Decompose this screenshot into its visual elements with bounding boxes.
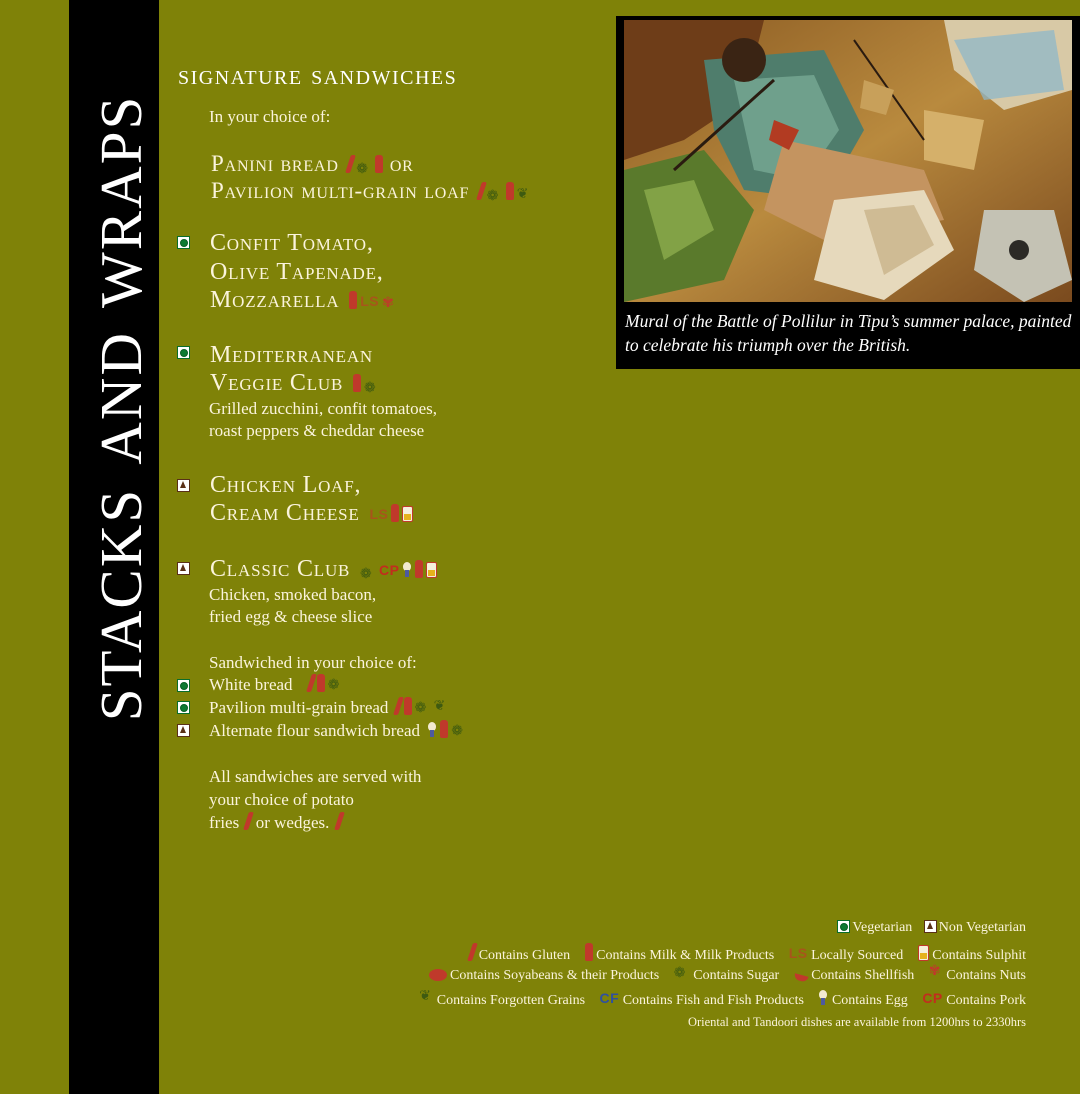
item-name-line: Veggie Club	[210, 370, 344, 396]
sugar-icon	[356, 159, 372, 173]
bread-choice-label: Pavilion multi-grain bread	[209, 698, 389, 717]
grain-icon	[434, 699, 448, 715]
bread-option-multigrain-label: Pavilion multi-grain loaf	[211, 178, 470, 203]
milk-icon	[391, 504, 399, 522]
section-title: signature sandwiches	[178, 60, 458, 91]
side-title: stacks and wraps	[67, 94, 160, 722]
milk-icon	[585, 943, 593, 961]
legend-pork: Contains Pork	[946, 993, 1026, 1008]
item-name-last-line	[210, 555, 437, 584]
mural-image	[624, 20, 1072, 302]
legend-soya: Contains Soyabeans & their Products	[450, 968, 660, 983]
nonveg-badge	[177, 562, 190, 575]
bread-option-multigrain	[211, 177, 531, 205]
item-name-line: Olive Tapenade,	[210, 259, 384, 285]
item-description: fried egg & cheese slice	[209, 607, 373, 626]
sugar-icon	[328, 678, 344, 692]
bread-choice-label: Alternate flour sandwich bread	[209, 721, 420, 740]
wedges-label: or wedges.	[255, 813, 330, 832]
gluten-icon	[393, 697, 404, 715]
milk-icon	[375, 155, 383, 173]
gluten-icon	[476, 182, 487, 200]
item-name-last-line	[210, 499, 413, 528]
legend-shellfish: Contains Shellfish	[811, 968, 915, 983]
legend-nonveg: Non Vegetarian	[938, 920, 1026, 935]
legend-ls: Locally Sourced	[811, 948, 904, 963]
served-with-line: All sandwiches are served with	[209, 767, 422, 786]
sugar-icon	[364, 378, 380, 392]
egg-icon	[818, 990, 828, 1006]
sulphit-icon	[426, 562, 437, 578]
served-with-line: your choice of potato	[209, 790, 354, 809]
legend-nuts: Contains Nuts	[946, 968, 1026, 983]
soya-icon	[429, 969, 447, 981]
item-name-line: Chicken Loaf,	[210, 472, 362, 498]
item-description: roast peppers & cheddar cheese	[209, 421, 425, 440]
milk-icon	[506, 182, 514, 200]
legend-egg: Contains Egg	[831, 993, 908, 1008]
legend-gluten: Contains Gluten	[478, 948, 571, 963]
pork-tag: CP	[379, 562, 400, 578]
item-description: Grilled zucchini, confit tomatoes,	[209, 399, 438, 418]
pork-tag: CP	[922, 990, 943, 1006]
item-name-line: Classic Club	[210, 556, 351, 582]
bread-option-panini-label: Panini bread	[211, 151, 339, 176]
nonveg-badge	[177, 479, 190, 492]
milk-icon	[353, 374, 361, 392]
legend-row-1	[467, 943, 1026, 966]
footnote: Oriental and Tandoori dishes are available from 1200hrs to 2330hrs	[687, 1015, 1026, 1029]
sugar-icon	[451, 724, 467, 738]
choice-intro: In your choice of:	[209, 107, 331, 126]
locally-sourced-tag: LS	[369, 506, 389, 522]
item-name-line: Cream Cheese	[210, 500, 360, 526]
veg-badge	[177, 346, 190, 359]
veg-badge	[177, 236, 190, 249]
nonveg-badge	[924, 920, 937, 933]
legend-row-diet	[837, 918, 1026, 938]
sulphit-icon	[918, 945, 929, 961]
milk-icon	[317, 674, 325, 692]
egg-icon	[427, 722, 437, 738]
nuts-icon	[382, 293, 396, 309]
milk-icon	[440, 720, 448, 738]
gluten-icon	[334, 812, 345, 830]
legend-milk: Contains Milk & Milk Products	[596, 948, 775, 963]
locally-sourced-tag: LS	[360, 293, 380, 309]
sugar-icon	[415, 701, 431, 715]
egg-icon	[402, 562, 412, 578]
bread-option-or: or	[389, 151, 414, 176]
shellfish-icon	[793, 973, 808, 982]
gluten-icon	[467, 943, 478, 961]
sugar-icon	[487, 186, 503, 200]
item-description: Chicken, smoked bacon,	[209, 585, 377, 604]
grain-icon	[517, 184, 531, 200]
gluten-icon	[306, 674, 317, 692]
legend-fish: Contains Fish and Fish Products	[622, 993, 804, 1008]
item-name-last-line	[210, 369, 380, 397]
fish-tag: CF	[599, 990, 620, 1006]
sulphit-icon	[402, 506, 413, 522]
sugar-icon	[360, 564, 376, 578]
milk-icon	[415, 560, 423, 578]
grain-icon	[419, 990, 433, 1006]
legend-row-2	[426, 965, 1026, 986]
legend-row-3	[416, 988, 1026, 1011]
bread-choice-label: White bread	[209, 675, 293, 694]
sugar-icon	[674, 967, 690, 981]
photo-frame	[616, 16, 1080, 369]
item-name-line: Mediterranean	[210, 342, 373, 368]
veg-badge	[837, 920, 850, 933]
veg-badge	[177, 701, 190, 714]
legend-grain: Contains Forgotten Grains	[436, 993, 586, 1008]
item-name-line: Confit Tomato,	[210, 230, 374, 256]
fries-label: fries	[209, 813, 240, 832]
photo-caption: Mural of the Battle of Pollilur in Tipu’s summer palace, painted to celebrate his triumph over the British.	[625, 311, 1072, 355]
milk-icon	[349, 291, 357, 309]
milk-icon	[404, 697, 412, 715]
legend-sugar: Contains Sugar	[693, 968, 780, 983]
nuts-icon	[929, 965, 943, 981]
nonveg-badge	[177, 724, 190, 737]
served-with-sides	[209, 812, 342, 834]
gluten-icon	[345, 155, 356, 173]
item-name-line: Mozzarella	[210, 287, 340, 313]
bread-choice	[209, 697, 448, 719]
item-name-last-line	[210, 286, 396, 315]
locally-sourced-tag: LS	[788, 945, 808, 961]
gluten-icon	[244, 812, 255, 830]
bread-choice	[209, 720, 467, 742]
legend-veg: Vegetarian	[852, 920, 913, 935]
bread-choice	[209, 674, 344, 696]
legend-sulphit: Contains Sulphit	[932, 948, 1026, 963]
bread-option-panini	[211, 150, 414, 178]
veg-badge	[177, 679, 190, 692]
sandwiched-intro: Sandwiched in your choice of:	[209, 653, 417, 672]
